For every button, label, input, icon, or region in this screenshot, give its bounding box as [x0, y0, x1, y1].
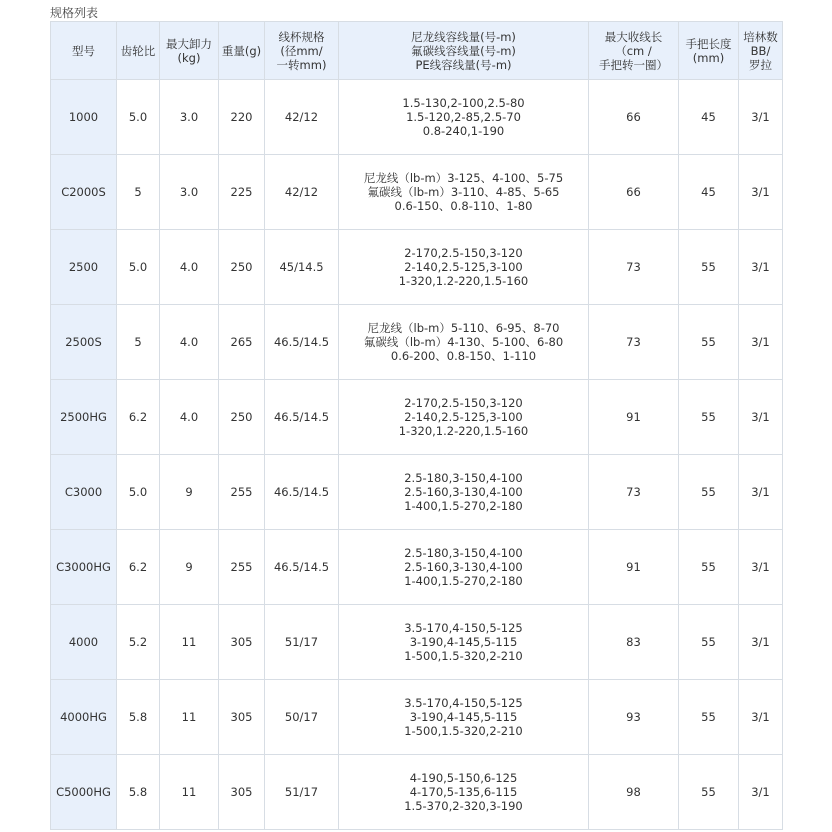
cell-retrieve: 91 [589, 530, 679, 605]
cell-retrieve: 98 [589, 755, 679, 830]
header-spool: 线杯规格 (径mm/ 一转mm) [265, 22, 339, 80]
cell-model: 4000HG [51, 680, 117, 755]
cell-retrieve: 73 [589, 230, 679, 305]
cell-weight: 255 [219, 530, 265, 605]
cell-bearings: 3/1 [739, 80, 783, 155]
table-row [51, 230, 783, 305]
cell-model: C3000 [51, 455, 117, 530]
cell-model: 1000 [51, 80, 117, 155]
spec-table [50, 21, 783, 830]
cell-spool: 51/17 [265, 755, 339, 830]
cell-spool: 46.5/14.5 [265, 530, 339, 605]
cell-gear-ratio: 5.2 [117, 605, 160, 680]
cell-line-capacity: 1.5-130,2-100,2.5-80 1.5-120,2-85,2.5-70 0.8-240,1-190 [339, 80, 589, 155]
cell-spool: 46.5/14.5 [265, 380, 339, 455]
cell-line-capacity: 4-190,5-150,6-125 4-170,5-135,6-115 1.5-370,2-320,3-190 [339, 755, 589, 830]
cell-model: 2500S [51, 305, 117, 380]
cell-line-capacity: 尼龙线（lb-m）5-110、6-95、8-70 氟碳线（lb-m）4-130、5-100、6-80 0.6-200、0.8-150、1-110 [339, 305, 589, 380]
cell-weight: 305 [219, 755, 265, 830]
header-model: 型号 [51, 22, 117, 80]
cell-weight: 255 [219, 455, 265, 530]
cell-model: C3000HG [51, 530, 117, 605]
cell-bearings: 3/1 [739, 755, 783, 830]
cell-handle: 55 [679, 380, 739, 455]
cell-line-capacity: 2-170,2.5-150,3-120 2-140,2.5-125,3-100 1-320,1.2-220,1.5-160 [339, 380, 589, 455]
cell-handle: 55 [679, 305, 739, 380]
cell-retrieve: 91 [589, 380, 679, 455]
header-weight: 重量(g) [219, 22, 265, 80]
cell-gear-ratio: 6.2 [117, 530, 160, 605]
table-row [51, 680, 783, 755]
cell-handle: 45 [679, 155, 739, 230]
cell-line-capacity: 2.5-180,3-150,4-100 2.5-160,3-130,4-100 1-400,1.5-270,2-180 [339, 530, 589, 605]
cell-max-drag: 4.0 [160, 305, 219, 380]
cell-spool: 46.5/14.5 [265, 455, 339, 530]
header-line-capacity: 尼龙线容线量(号-m) 氟碳线容线量(号-m) PE线容线量(号-m) [339, 22, 589, 80]
cell-bearings: 3/1 [739, 455, 783, 530]
cell-gear-ratio: 5 [117, 155, 160, 230]
cell-line-capacity: 3.5-170,4-150,5-125 3-190,4-145,5-115 1-500,1.5-320,2-210 [339, 605, 589, 680]
table-row [51, 530, 783, 605]
cell-handle: 45 [679, 80, 739, 155]
cell-model: 2500 [51, 230, 117, 305]
cell-handle: 55 [679, 680, 739, 755]
cell-gear-ratio: 6.2 [117, 380, 160, 455]
header-row [51, 22, 783, 80]
cell-handle: 55 [679, 230, 739, 305]
cell-model: C2000S [51, 155, 117, 230]
header-retrieve: 最大收线长 （cm / 手把转一圈） [589, 22, 679, 80]
cell-max-drag: 3.0 [160, 80, 219, 155]
cell-spool: 50/17 [265, 680, 339, 755]
cell-line-capacity: 2.5-180,3-150,4-100 2.5-160,3-130,4-100 1-400,1.5-270,2-180 [339, 455, 589, 530]
cell-gear-ratio: 5.0 [117, 80, 160, 155]
header-gear-ratio: 齿轮比 [117, 22, 160, 80]
table-row [51, 305, 783, 380]
cell-bearings: 3/1 [739, 305, 783, 380]
table-caption: 规格列表 [50, 6, 99, 20]
cell-gear-ratio: 5.8 [117, 755, 160, 830]
cell-max-drag: 3.0 [160, 155, 219, 230]
cell-bearings: 3/1 [739, 155, 783, 230]
table-row [51, 380, 783, 455]
cell-retrieve: 66 [589, 155, 679, 230]
cell-max-drag: 11 [160, 755, 219, 830]
cell-handle: 55 [679, 605, 739, 680]
cell-gear-ratio: 5.0 [117, 230, 160, 305]
header-max-drag: 最大卸力 (kg) [160, 22, 219, 80]
cell-retrieve: 93 [589, 680, 679, 755]
cell-line-capacity: 3.5-170,4-150,5-125 3-190,4-145,5-115 1-500,1.5-320,2-210 [339, 680, 589, 755]
table-row [51, 455, 783, 530]
table-row [51, 755, 783, 830]
cell-retrieve: 83 [589, 605, 679, 680]
cell-bearings: 3/1 [739, 605, 783, 680]
cell-model: 4000 [51, 605, 117, 680]
cell-max-drag: 11 [160, 605, 219, 680]
cell-weight: 250 [219, 380, 265, 455]
cell-bearings: 3/1 [739, 230, 783, 305]
cell-bearings: 3/1 [739, 530, 783, 605]
cell-weight: 250 [219, 230, 265, 305]
cell-weight: 225 [219, 155, 265, 230]
cell-max-drag: 11 [160, 680, 219, 755]
cell-max-drag: 9 [160, 455, 219, 530]
cell-spool: 45/14.5 [265, 230, 339, 305]
cell-retrieve: 66 [589, 80, 679, 155]
cell-max-drag: 4.0 [160, 230, 219, 305]
cell-max-drag: 4.0 [160, 380, 219, 455]
cell-model: C5000HG [51, 755, 117, 830]
cell-spool: 46.5/14.5 [265, 305, 339, 380]
cell-handle: 55 [679, 455, 739, 530]
cell-weight: 265 [219, 305, 265, 380]
cell-handle: 55 [679, 530, 739, 605]
cell-retrieve: 73 [589, 305, 679, 380]
cell-spool: 42/12 [265, 80, 339, 155]
cell-max-drag: 9 [160, 530, 219, 605]
header-bearings: 培林数 BB/ 罗拉 [739, 22, 783, 80]
cell-bearings: 3/1 [739, 380, 783, 455]
cell-spool: 51/17 [265, 605, 339, 680]
cell-model: 2500HG [51, 380, 117, 455]
cell-gear-ratio: 5.0 [117, 455, 160, 530]
cell-gear-ratio: 5 [117, 305, 160, 380]
cell-spool: 42/12 [265, 155, 339, 230]
table-row [51, 155, 783, 230]
cell-weight: 305 [219, 680, 265, 755]
table-row [51, 80, 783, 155]
cell-weight: 305 [219, 605, 265, 680]
cell-weight: 220 [219, 80, 265, 155]
header-handle: 手把长度 (mm) [679, 22, 739, 80]
cell-retrieve: 73 [589, 455, 679, 530]
table-row [51, 605, 783, 680]
cell-handle: 55 [679, 755, 739, 830]
cell-line-capacity: 尼龙线（lb-m）3-125、4-100、5-75 氟碳线（lb-m）3-110、4-85、5-65 0.6-150、0.8-110、1-80 [339, 155, 589, 230]
cell-bearings: 3/1 [739, 680, 783, 755]
cell-line-capacity: 2-170,2.5-150,3-120 2-140,2.5-125,3-100 1-320,1.2-220,1.5-160 [339, 230, 589, 305]
cell-gear-ratio: 5.8 [117, 680, 160, 755]
